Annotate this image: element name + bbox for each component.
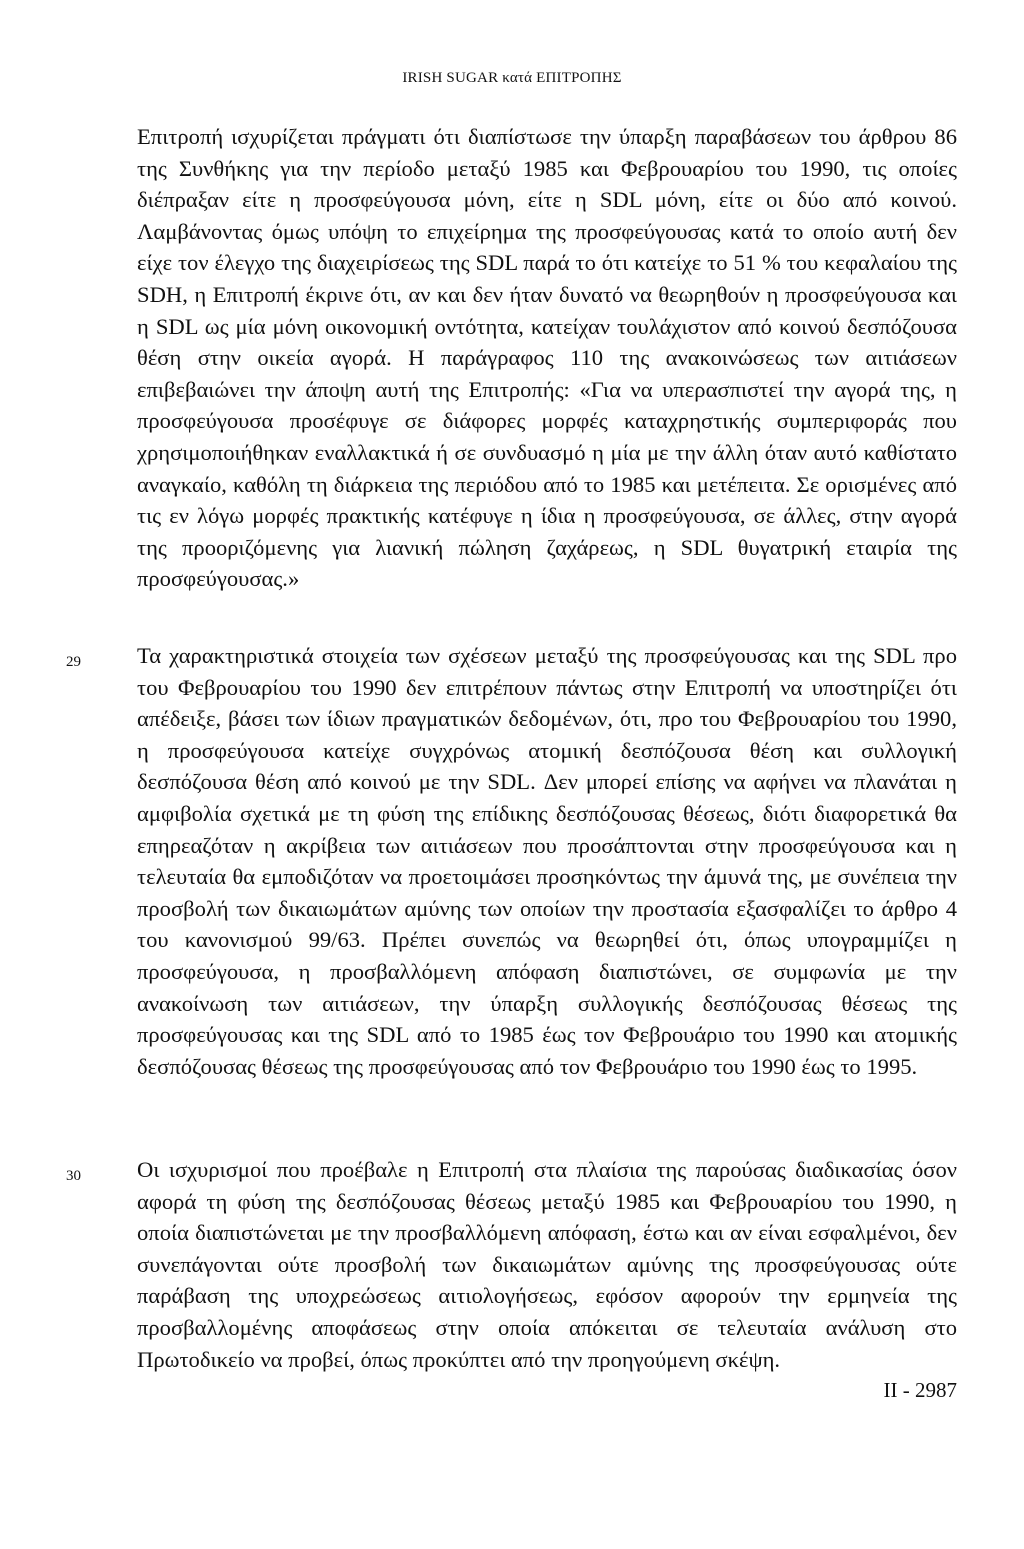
running-header: IRISH SUGAR κατά ΕΠΙΤΡΟΠΗΣ xyxy=(402,70,622,86)
paragraph-number-29: 29 xyxy=(66,654,81,670)
page-number: II - 2987 xyxy=(883,1378,957,1402)
paragraph-continued: Επιτροπή ισχυρίζεται πράγματι ότι διαπίστωσε την ύπαρξη παραβάσεων του άρθρου 86 της Συνθήκης για την περίοδο μεταξύ 1985 και Φεβρουαρίου του 1990, τις οποίες διέπραξαν είτε η προσφεύγουσα μόνη, είτε η SDL μόνη, είτε οι δύο από κοινού. Λαμβάνοντας όμως υπόψη το επιχείρημα της προσφεύγουσας κατά το οποίο αυτή δεν είχε τον έλεγχο της διαχειρίσεως της SDL παρά το ότι κατείχε το 51 % του κεφαλαίου της SDH, η Επιτροπή έκρινε ότι, αν και δεν ήταν δυνατό να θεωρηθούν η προσφεύγουσα και η SDL ως μία μόνη οικονομική οντότητα, κατείχαν τουλάχιστον από κοινού δεσπόζουσα θέση στην οικεία αγορά. Η παράγραφος 110 της ανακοινώσεως των αιτιάσεων επιβεβαιώνει την άποψη αυτή της Επιτροπής: «Για να υπερασπιστεί την αγορά της, η προσφεύγουσα προσέφυγε σε διάφορες μορφές καταχρηστικής συμπεριφοράς που χρησιμοποιήθηκαν εναλλακτικά ή σε συνδυασμό η μία με την άλλη όταν αυτό καθίστατο αναγκαίο, καθόλη τη διάρκεια της περιόδου από το 1985 και μετέπειτα. Σε ορισμένες από τις εν λόγω μορφές πρακτικής κατέφυγε η ίδια η προσφεύγουσα, σε άλλες, στην αγορά της προοριζόμενης για λιανική πώληση ζαχάρεως, η SDL θυγατρική εταιρία της προσφεύγουσας.» xyxy=(137,124,957,592)
paragraph-29-text: Τα χαρακτηριστικά στοιχεία των σχέσεων μεταξύ της προσφεύγουσας και της SDL προ του Φεβρουαρίου του 1990 δεν επιτρέπουν πάντως στην Επιτροπή να υποστηρίζει ότι απέδειξε, βάσει των ίδιων πραγματικών δεδομένων, ότι, προ του Φεβρουαρίου του 1990, η προσφεύγουσα κατείχε συγχρόνως ατομική δεσπόζουσα θέση και συλλογική δεσπόζουσα θέση από κοινού με την SDL. Δεν μπορεί επίσης να αφήνει να πλανάται η αμφιβολία σχετικά με τη φύση της επίδικης δεσπόζουσας θέσεως, διότι διαφορετικά θα επηρεαζόταν η ακρίβεια των αιτιάσεων που προσάπτονται στην προσφεύγουσα και η τελευταία θα εμποδιζόταν να προετοιμάσει προσηκόντως την άμυνά της, με συνέπεια την προσβολή των δικαιωμάτων αμύνης των οποίων την προστασία εξασφαλίζει το άρθρο 4 του κανονισμού 99/63. Πρέπει συνεπώς να θεωρηθεί ότι, όπως υπογραμμίζει η προσφεύγουσα, η προσβαλλόμενη απόφαση διαπιστώνει, σε συμφωνία με την ανακοίνωση των αιτιάσεων, την ύπαρξη συλλογικής δεσπόζουσας θέσεως της προσφεύγουσας και της SDL από το 1985 έως τον Φεβρουάριο του 1990 και ατομικής δεσπόζουσας θέσεως της προσφεύγουσας από τον Φεβρουάριο του 1990 έως το 1995. xyxy=(137,643,957,1079)
paragraph-number-30: 30 xyxy=(66,1168,81,1184)
paragraph-30-text: Οι ισχυρισμοί που προέβαλε η Επιτροπή στα πλαίσια της παρούσας διαδικασίας όσον αφορά τη φύση της δεσπόζουσας θέσεως μεταξύ 1985 και Φεβρουαρίου του 1990, η οποία διαπιστώνεται με την προσβαλλόμενη απόφαση, έστω και αν είναι εσφαλμένοι, δεν συνεπάγονται ούτε προσβολή των δικαιωμάτων αμύνης της προσφεύγουσας ούτε παράβαση της υποχρεώσεως αιτιολογήσεως, εφόσον αφορούν την ερμηνεία της προσβαλλομένης αποφάσεως στην οποία απόκειται σε τελευταία ανάλυση στο Πρωτοδικείο να προβεί, όπως προκύπτει από την προηγούμενη σκέψη. xyxy=(137,1157,957,1372)
